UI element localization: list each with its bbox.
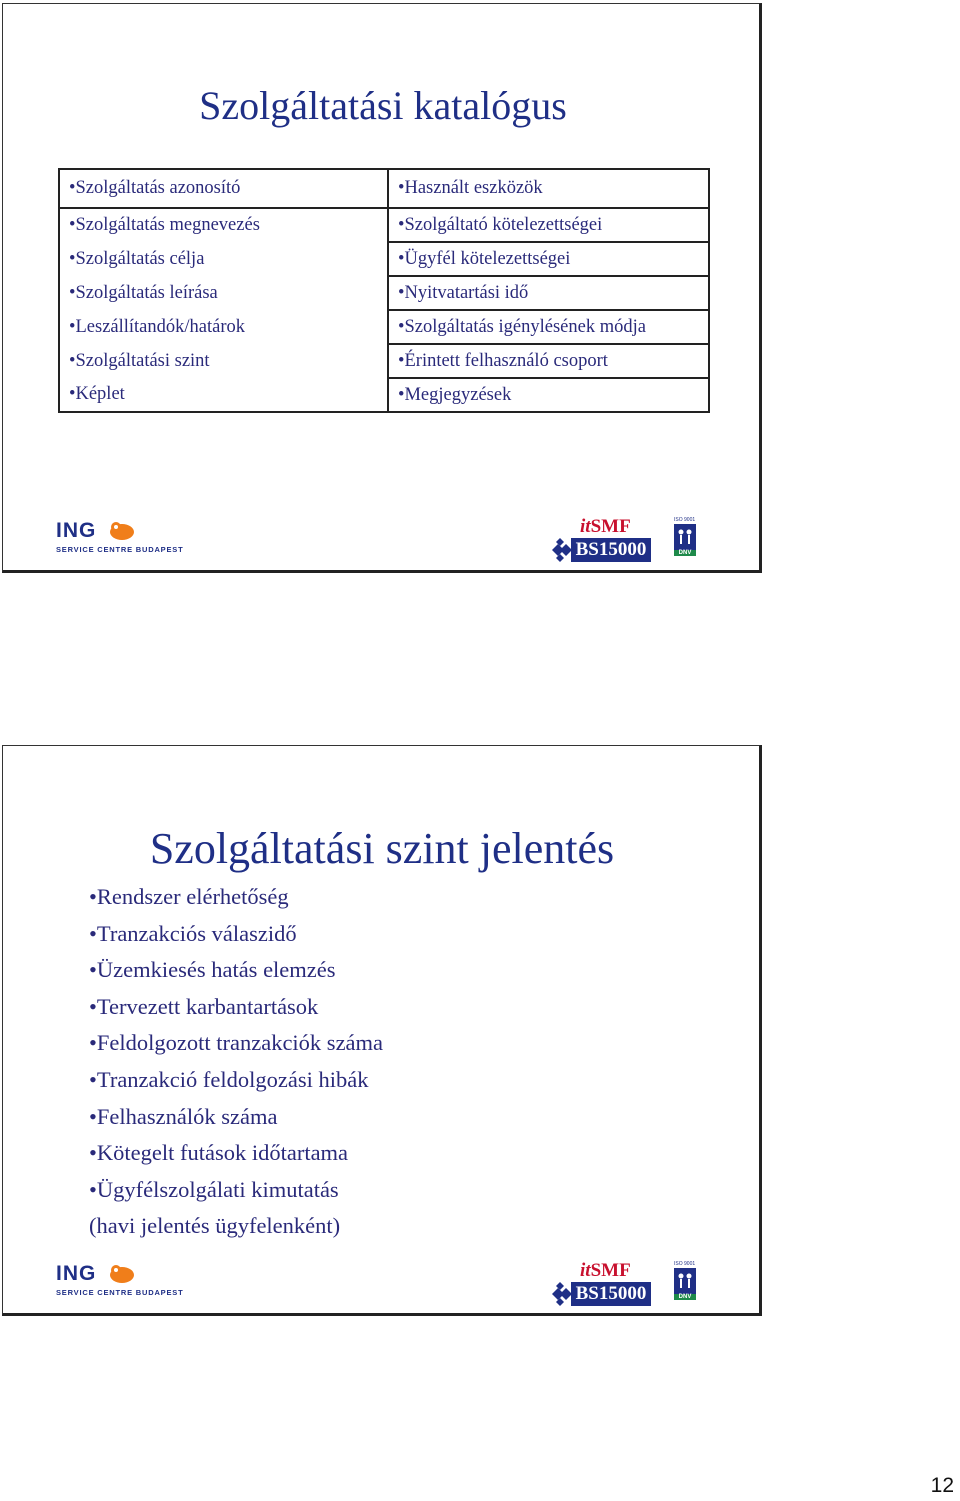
list-item: •Ügyfélszolgálati kimutatás	[89, 1176, 339, 1202]
table-row	[59, 276, 709, 310]
dnv-logo	[670, 517, 706, 569]
list-item: •Kötegelt futások időtartama	[89, 1140, 349, 1166]
page-number: 12	[930, 1474, 954, 1497]
table-row	[59, 378, 709, 412]
catalogue-table	[58, 168, 710, 413]
table-cell-right: •Érintett felhasználó csoport	[388, 344, 709, 378]
ing-logo-text: ING	[56, 1262, 97, 1285]
table-row	[59, 242, 709, 276]
table-cell-right: •Ügyfél kötelezettségei	[388, 242, 709, 276]
table-cell-left: •Szolgáltatás megnevezés	[59, 208, 388, 242]
ing-logo-subtitle: SERVICE CENTRE BUDAPEST	[56, 1288, 184, 1297]
table-row	[59, 310, 709, 344]
dnv-certification-icon	[674, 1268, 696, 1294]
itsmf-logo-text	[580, 516, 631, 538]
list-item: •Tranzakciós válaszidő	[89, 920, 297, 946]
ing-logo-text: ING	[56, 519, 97, 542]
itsmf-logo	[546, 1260, 656, 1310]
dnv-logo	[670, 1261, 706, 1313]
report-items-list	[89, 879, 383, 1245]
itsmf-smf: SMF	[590, 1260, 631, 1281]
itsmf-it: it	[580, 1260, 591, 1281]
table-cell-right: •Használt eszközök	[388, 169, 709, 208]
ing-logo-subtitle: SERVICE CENTRE BUDAPEST	[56, 545, 184, 554]
iso-label: ISO 9001	[674, 517, 696, 523]
list-item: •Tervezett karbantartások	[89, 993, 319, 1019]
table-cell-right: •Megjegyzések	[388, 378, 709, 412]
list-item: •Tranzakció feldolgozási hibák	[89, 1066, 369, 1092]
slide-title: Szolgáltatási szint jelentés	[149, 824, 615, 873]
table-cell-right: •Nyitvatartási idő	[388, 276, 709, 310]
table-row	[59, 344, 709, 378]
list-item: •Felhasználók száma	[89, 1103, 278, 1129]
table-cell-right: •Szolgáltatás igénylésének módja	[388, 310, 709, 344]
itsmf-it: it	[580, 516, 591, 537]
table-cell-left: •Képlet	[59, 378, 388, 412]
table-cell-left: •Szolgáltatás azonosító	[59, 169, 388, 208]
list-item: •Üzemkiesés hatás elemzés	[89, 957, 336, 983]
table-cell-left: •Leszállítandók/határok	[59, 310, 388, 344]
dnv-label: DNV	[674, 1294, 696, 1300]
ing-logo	[56, 519, 191, 559]
slide-service-level-report	[2, 745, 762, 1316]
slide-title: Szolgáltatási katalógus	[199, 83, 567, 128]
itsmf-smf: SMF	[590, 516, 631, 537]
ing-logo	[56, 1262, 191, 1302]
bs15000-badge: BS15000	[571, 538, 651, 562]
bs15000-badge: BS15000	[571, 1282, 651, 1306]
iso-label: ISO 9001	[674, 1261, 696, 1267]
table-cell-left: •Szolgáltatási szint	[59, 344, 388, 378]
dnv-certification-icon	[674, 524, 696, 550]
table-cell-left: •Szolgáltatás leírása	[59, 276, 388, 310]
lion-icon	[108, 520, 136, 542]
list-item: •Feldolgozott tranzakciók száma	[89, 1030, 384, 1056]
lion-icon	[108, 1263, 136, 1285]
list-item: (havi jelentés ügyfelenként)	[89, 1213, 341, 1239]
dnv-label: DNV	[674, 550, 696, 556]
table-row	[59, 169, 709, 208]
table-cell-right: •Szolgáltató kötelezettségei	[388, 208, 709, 242]
itsmf-logo	[546, 516, 656, 566]
list-item: •Rendszer elérhetőség	[89, 884, 289, 909]
slide-service-catalogue	[2, 3, 762, 573]
table-row	[59, 208, 709, 242]
itsmf-logo-text	[580, 1260, 631, 1282]
table-cell-left: •Szolgáltatás célja	[59, 242, 388, 276]
